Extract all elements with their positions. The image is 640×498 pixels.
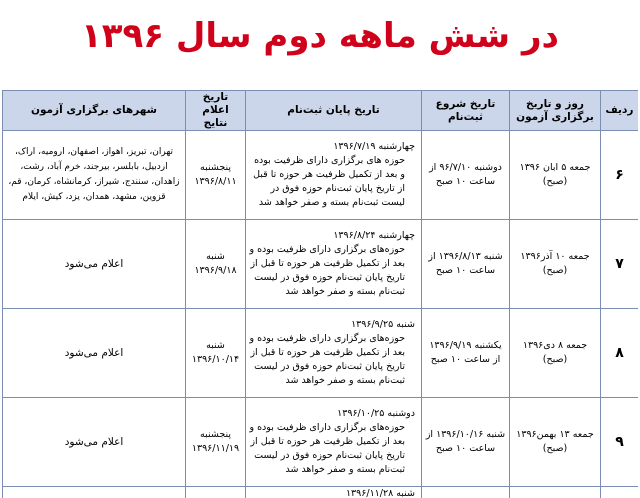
- registration-start-cell: شنبه ۱۳۹۶/۱۰/۱۶ از ساعت ۱۰ صبح: [422, 398, 510, 487]
- registration-end-cell: [246, 131, 422, 220]
- table-header-row: [3, 91, 639, 131]
- registration-end-note: حوزه‌های برگزاری دارای ظرفیت بوده و بعد از تکمیل ظرفیت هر حوزه تا قبل از تاریخ پایان ثبت‌نام حوزه فوق در لیست ثبت‌نام بسته و صفر خواهد شد: [249, 333, 405, 386]
- registration-end-note: حوزه های برگزاری دارای ظرفیت بوده و بعد از تکمیل ظرفیت هر حوزه تا قبل از تاریخ پایان ثبت‌نام حوزه فوق در لیست ثبت‌نام بسته و صفر خواهد شد: [253, 155, 405, 208]
- results-date-cell: [186, 487, 246, 498]
- row-number: ۷: [601, 220, 639, 309]
- row-number: ۹: [601, 398, 639, 487]
- exam-date-cell: جمعه ۱۰ آذر۱۳۹۶ (صبح): [510, 220, 601, 309]
- registration-end-date: دوشنبه ۱۳۹۶/۱۰/۲۵: [337, 408, 415, 419]
- exam-date-cell: جمعه ۵ ابان ۱۳۹۶ (صبح): [510, 131, 601, 220]
- registration-end-cell: [246, 220, 422, 309]
- exam-cities-cell: اعلام می‌شود: [3, 309, 186, 398]
- results-date-cell: پنجشنبه ۱۳۹۶/۱۱/۱۹: [186, 398, 246, 487]
- registration-start-cell: دوشنبه ۹۶/۷/۱۰ از ساعت ۱۰ صبح: [422, 131, 510, 220]
- table-row: [3, 131, 639, 220]
- results-date-cell: شنبه ۱۳۹۶/۹/۱۸: [186, 220, 246, 309]
- registration-end-date: چهارشنبه ۱۳۹۶/۸/۲۴: [333, 230, 415, 241]
- registration-end-cell: [246, 398, 422, 487]
- exam-cities-cell: تهران، تبریز، اهواز، اصفهان، ارومیه، اراک، اردبیل، بابلسر، بیرجند، خرم آباد، رشت، زاهدان، سنندج، شیراز، کرمانشاه، کرمان، قم، قزوین، مشهد، همدان، یزد، کیش، ایلام: [3, 131, 186, 220]
- results-date-cell: پنجشنبه ۱۳۹۶/۸/۱۱: [186, 131, 246, 220]
- header-results-date: تاریخ اعلام نتایج: [186, 91, 246, 131]
- table-row: [3, 398, 639, 487]
- exam-cities-cell: [3, 487, 186, 498]
- exam-schedule-table: [2, 90, 638, 498]
- header-row-number: ردیف: [601, 91, 639, 131]
- registration-end-date: شنبه ۱۳۹۶/۹/۲۵: [351, 319, 415, 330]
- exam-date-cell: [510, 487, 601, 498]
- page-title: در شش ماهه دوم سال ۱۳۹۶: [81, 16, 559, 56]
- registration-start-cell: یکشنبه ۱۳۹۶/۹/۱۹ از ساعت ۱۰ صبح: [422, 309, 510, 398]
- row-number: ۶: [601, 131, 639, 220]
- row-number: ۸: [601, 309, 639, 398]
- exam-schedule-table-wrapper: [2, 90, 638, 498]
- registration-end-date: شنبه ۱۳۹۶/۱۱/۲۸: [345, 488, 415, 498]
- exam-date-cell: جمعه ۱۳ بهمن۱۳۹۶ (صبح): [510, 398, 601, 487]
- registration-end-date: چهارشنبه ۱۳۹۶/۷/۱۹: [333, 141, 415, 152]
- table-row: [3, 220, 639, 309]
- registration-start-cell: [422, 487, 510, 498]
- exam-cities-cell: اعلام می‌شود: [3, 398, 186, 487]
- header-exam-cities: شهرهای برگزاری آزمون: [3, 91, 186, 131]
- table-row: [3, 487, 639, 498]
- table-row: [3, 309, 639, 398]
- registration-end-cell: [246, 487, 422, 498]
- header-exam-date: روز و تاریخ برگزاری آزمون: [510, 91, 601, 131]
- header-registration-start: تاریخ شروع ثبت‌نام: [422, 91, 510, 131]
- registration-end-note: حوزه‌های برگزاری دارای ظرفیت بوده و بعد از تکمیل ظرفیت هر حوزه تا قبل از تاریخ پایان ثبت‌نام حوزه فوق در لیست ثبت‌نام بسته و صفر خواهد شد: [249, 422, 405, 475]
- registration-end-cell: [246, 309, 422, 398]
- exam-cities-cell: اعلام می‌شود: [3, 220, 186, 309]
- row-number: [601, 487, 639, 498]
- results-date-cell: شنبه ۱۳۹۶/۱۰/۱۴: [186, 309, 246, 398]
- header-registration-end: تاریخ پایان ثبت‌نام: [246, 91, 422, 131]
- registration-start-cell: شنبه ۱۳۹۶/۸/۱۳ از ساعت ۱۰ صبح: [422, 220, 510, 309]
- registration-end-note: حوزه‌های برگزاری دارای ظرفیت بوده و بعد از تکمیل ظرفیت هر حوزه تا قبل از تاریخ پایان ثبت‌نام حوزه فوق در لیست ثبت‌نام بسته و صفر خواهد شد: [249, 244, 405, 297]
- exam-date-cell: جمعه ۸ دی۱۳۹۶ (صبح): [510, 309, 601, 398]
